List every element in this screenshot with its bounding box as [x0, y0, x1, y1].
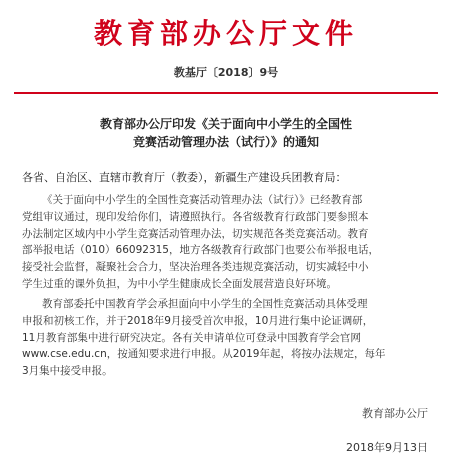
paragraph-line: 《关于面向中小学生的全国性竞赛活动管理办法（试行）》已经教育部 [42, 194, 363, 206]
addressee-line: 各省、自治区、直辖市教育厅（教委），新疆生产建设兵团教育局： [22, 171, 347, 184]
paragraph-line: 申报和初核工作，并于2018年9月接受首次申报，10月进行集中论证调研， [22, 314, 374, 327]
paragraph-line: 3月集中接受申报。 [22, 365, 113, 378]
paragraph-line: 部举报电话（010）66092315，地方各级教育行政部门也要公布举报电话， [22, 244, 379, 257]
signing-date: 2018年9月13日 [346, 441, 428, 454]
document-title-line-1: 教育部办公厅印发《关于面向中小学生的全国性 [99, 117, 352, 131]
paragraph-line: 教育部委托中国教育学会承担面向中小学生的全国性竞赛活动具体受理 [42, 298, 368, 310]
masthead-title: 教育部办公厅文件 [93, 17, 358, 50]
red-divider-rule [14, 92, 438, 94]
body-paragraph-1 [22, 192, 432, 293]
document-title [0, 115, 452, 151]
paragraph-line: 学生过重的课外负担，为中小学生健康成长全面发展营造良好环境。 [22, 277, 337, 290]
paragraph-line: www.cse.edu.cn，按通知要求进行申报。从2019年起，将按办法规定，每年 [22, 348, 386, 361]
signing-organization: 教育部办公厅 [362, 407, 428, 420]
paragraph-line: 党组审议通过，现印发给你们，请遵照执行。各省级教育行政部门要参照本 [22, 210, 369, 223]
document-title-line-2: 竞赛活动管理办法（试行）》的通知 [132, 135, 319, 149]
paragraph-line: 办法制定区域内中小学生竞赛活动管理办法，切实规范各类竞赛活动。教育 [22, 227, 369, 240]
body-paragraph-2 [22, 296, 432, 380]
paragraph-line: 接受社会监督，凝聚社会合力，坚决治理各类违规竞赛活动，切实减轻中小 [22, 261, 369, 274]
paragraph-line: 11月教育部集中进行研究决定。各有关申请单位可登录中国教育学会官网 [22, 331, 361, 344]
document-number: 教基厅〔2018〕9号 [173, 66, 279, 79]
